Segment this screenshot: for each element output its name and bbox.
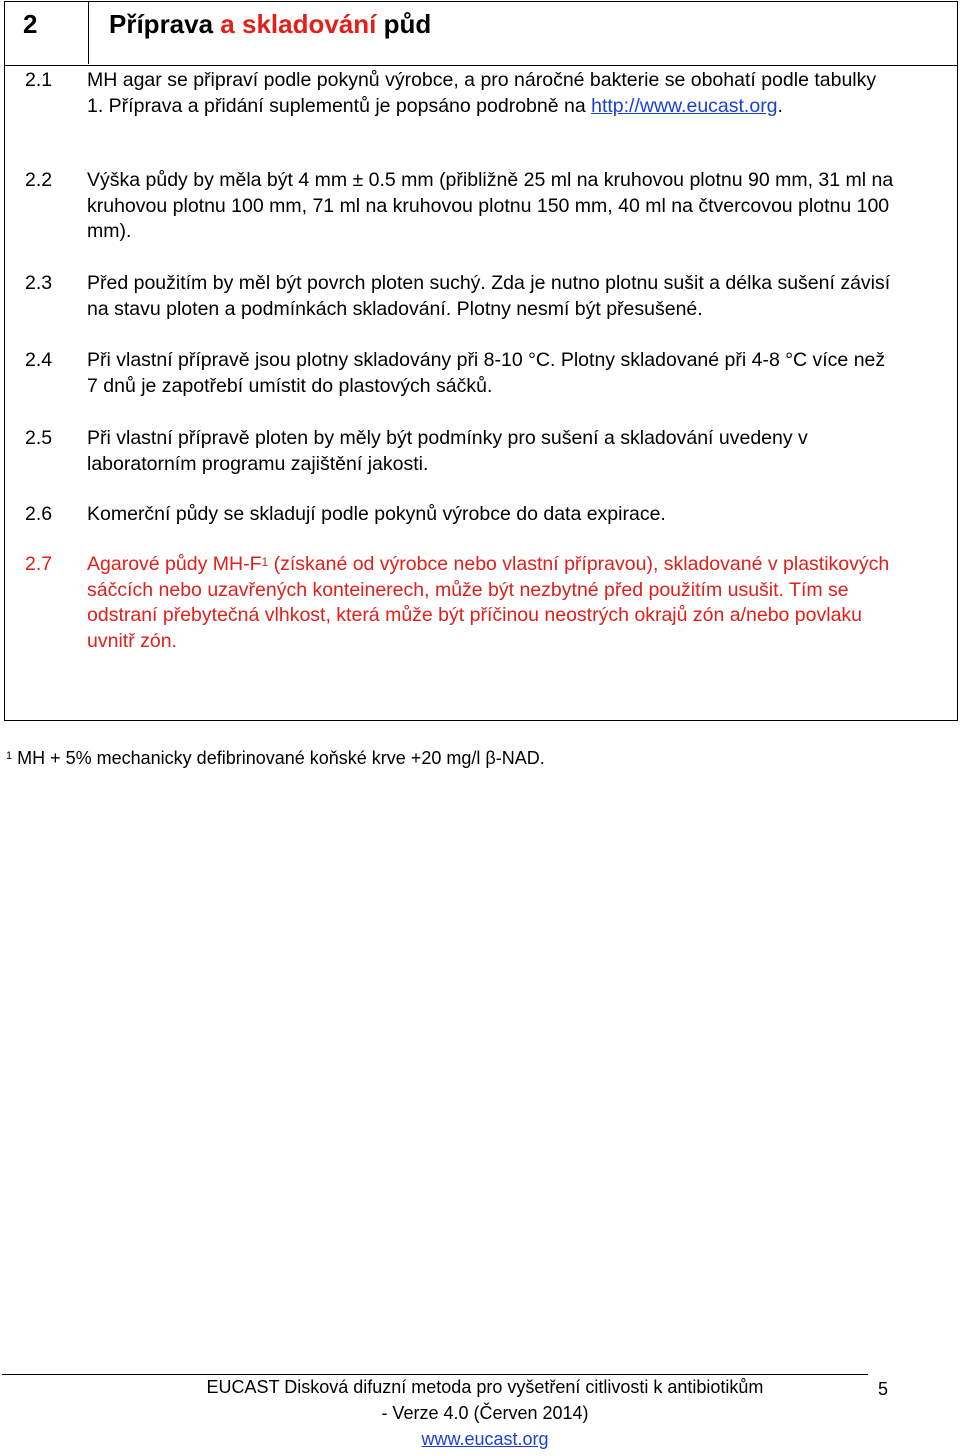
footnote-marker: 1 <box>6 750 13 762</box>
footer-version: - Verze 4.0 (Červen 2014) <box>381 1403 589 1423</box>
footnote <box>6 746 545 770</box>
footnote-ref: 1 <box>261 555 269 569</box>
footer-title: EUCAST Disková difuzní metoda pro vyšetření citlivosti k antibiotikům <box>206 1377 764 1397</box>
item-text <box>87 68 897 119</box>
item-number: 2.2 <box>25 169 53 191</box>
item-number: 2.7 <box>25 553 53 575</box>
item-number: 2.1 <box>25 69 53 91</box>
item-number: 2.3 <box>25 272 53 294</box>
item-text-body: MH agar se připraví podle pokynů výrobce, a pro náročné bakterie se obohatí podle tabulky 1. Příprava a přidání suplementů je popsáno podrobně na <box>87 69 877 117</box>
section-title <box>109 2 431 64</box>
item-number: 2.5 <box>25 427 53 449</box>
section-title-part2: a skladování <box>213 9 384 39</box>
item-text: Při vlastní přípravě jsou plotny skladovány při 8-10 °C. Plotny skladované při 4-8 °C více než 7 dnů je zapotřebí umístit do plastových sáčků. <box>87 349 886 397</box>
item-text: Před použitím by měl být povrch ploten suchý. Zda je nutno plotnu sušit a délka sušení závisí na stavu ploten a podmínkách skladování. Plotny nesmí být přesušené. <box>87 272 891 320</box>
page-number: 5 <box>878 1379 889 1399</box>
footer-link[interactable]: www.eucast.org <box>421 1429 549 1449</box>
footnote-text: MH + 5% mechanicky defibrinované koňské krve +20 mg/l β-NAD. <box>12 748 545 768</box>
page-footer <box>100 1374 870 1452</box>
eucast-link[interactable]: http://www.eucast.org <box>591 94 778 117</box>
item-text-end: (získané od výrobce nebo vlastní přípravou), skladované v plastikových sáčcích nebo uzavřených konteinerech, může být nezbytné před použitím usušit. Tím se odstraní přebytečná vlhkost, která může být příčinou neostrých okrajů zón a/nebo povlaku uvnitř zón. <box>87 553 890 652</box>
item-text: Při vlastní přípravě ploten by měly být podmínky pro sušení a skladování uvedeny v laboratorním programu zajištění jakosti. <box>87 427 808 475</box>
item-number: 2.6 <box>25 503 53 525</box>
item-text-end: . <box>777 94 783 117</box>
section-number: 2 <box>5 2 89 64</box>
item-text-body: Agarové půdy MH-F <box>87 553 262 575</box>
section-title-part3: půd <box>383 9 432 39</box>
item-text: Výška půdy by měla být 4 mm ± 0.5 mm (přibližně 25 ml na kruhovou plotnu 90 mm, 31 ml na kruhovou plotnu 100 mm, 71 ml na kruhovou plotnu 150 mm, 40 ml na čtvercovou plotnu 100 mm). <box>87 169 894 242</box>
item-text: Komerční půdy se skladují podle pokynů výrobce do data expirace. <box>87 503 666 525</box>
section-title-part1: Příprava <box>109 9 214 39</box>
section-box <box>4 1 958 721</box>
section-header <box>5 2 957 66</box>
item-text <box>87 552 897 654</box>
item-number: 2.4 <box>25 349 53 371</box>
